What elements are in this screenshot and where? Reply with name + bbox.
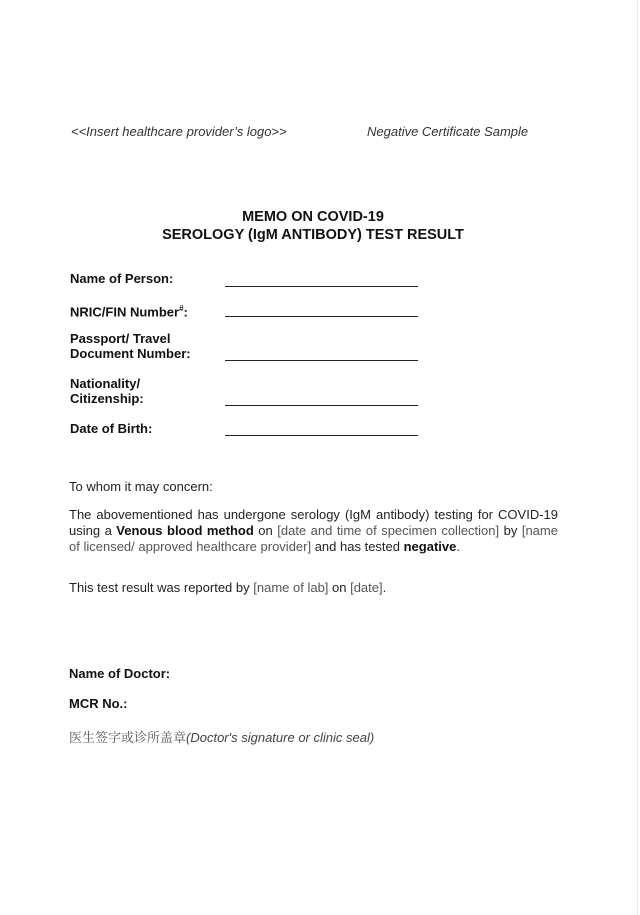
logo-placeholder: <<Insert healthcare provider’s logo>> [71,124,287,139]
name-of-person-line[interactable] [225,286,418,287]
nric-fin-label-colon: : [183,304,188,320]
p1-text-d: and has tested [311,539,404,554]
nric-fin-label [70,301,188,319]
p2-text-b: on [328,580,351,595]
sample-label: Negative Certificate Sample [367,124,529,139]
passport-line[interactable] [225,360,418,361]
p1-text-b: on [253,523,278,538]
name-of-person-label: Name of Person: [70,271,174,286]
lab-name-placeholder: [name of lab] [253,580,329,595]
p2-text-a: This test result was reported by [69,580,254,595]
nationality-label-line1: Nationality/ [70,376,141,391]
collection-date-placeholder: [date and time of specimen collection] [277,523,500,538]
mcr-number-label: MCR No.: [69,696,128,711]
nationality-label-line2: Citizenship: [70,391,144,406]
date-of-birth-line[interactable] [225,435,418,436]
nric-fin-label-text: NRIC/FIN Number [70,304,180,320]
p1-text-c: by [499,523,522,538]
passport-label-line1: Passport/ Travel [70,331,171,346]
provider-name-placeholder: [name of licensed/ approved healthcare provider] [69,523,558,554]
p1-text-a: The abovementioned has undergone serology (IgM antibody) testing for COVID-19 using a [69,507,558,538]
signature-english-text: (Doctor's signature or clinic seal) [186,730,375,745]
signature-area [69,727,374,746]
salutation: To whom it may concern: [69,479,213,494]
paragraph-test-details [69,507,558,555]
date-of-birth-label: Date of Birth: [70,421,153,436]
nric-fin-line[interactable] [225,316,418,317]
paragraph-reported-by [69,580,386,596]
doctor-name-label: Name of Doctor: [69,666,171,681]
nationality-line[interactable] [225,405,418,406]
p2-text-end: . [382,580,387,595]
memo-title-line2: SEROLOGY (IgM ANTIBODY) TEST RESULT [162,227,464,243]
nric-fin-footnote-mark: # [179,304,184,313]
page-edge-divider [637,0,638,915]
blood-method: Venous blood method [116,523,254,538]
report-date-placeholder: [date] [350,580,383,595]
memo-title-line1: MEMO ON COVID-19 [242,209,384,225]
test-result: negative [403,539,457,554]
signature-cjk-text: 医生签字或诊所盖章 [69,731,187,746]
passport-label-line2: Document Number: [70,346,191,361]
p1-text-end: . [456,539,460,554]
